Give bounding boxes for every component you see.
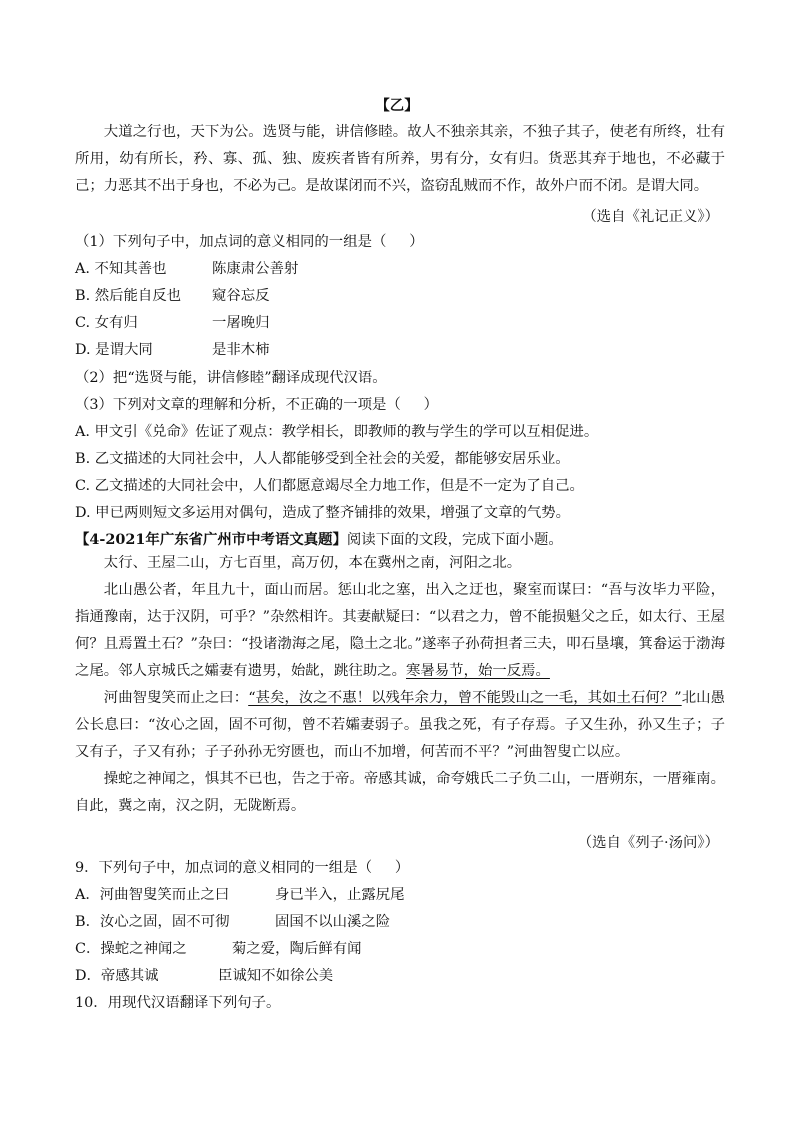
passage-p2-text: 北山愚公者，年且九十，面山而居。惩山北之塞，出入之迂也，聚室而谋曰：“吾与汝毕力平险，指通豫南，达于汉阴，可乎？”杂然相许。其妻献疑曰：“以君之力，曾不能损魁父之丘，如太行、王屋何？且焉置土石？”杂曰：“投诸渤海之尾，隐土之北。”遂率子孙荷担者三夫，叩石垦壤，箕畚运于渤海之尾。邻人京城氏之孀妻有遗男，始龀，跳往助之。	[75, 582, 725, 679]
option-pair: 陈康肃公善射	[212, 261, 299, 277]
option-label: B. 然后能自反也	[75, 288, 182, 304]
q1-option-d[interactable]	[75, 340, 270, 360]
option-label: C. 女有归	[75, 315, 138, 331]
q9-option-c[interactable]	[75, 939, 362, 959]
q9-option-d[interactable]	[75, 966, 333, 986]
q3-option-a[interactable]: A. 甲文引《兑命》佐证了观点：教学相长，即教师的教与学生的学可以互相促进。	[75, 424, 599, 440]
passage-p2	[75, 577, 725, 685]
passage-p3-underlined: “甚矣，汝之不惠！以残年余力，曾不能毁山之一毛，其如土石何？”	[248, 690, 682, 706]
option-pair: 一屠晚归	[212, 315, 270, 331]
passage-p3	[75, 685, 725, 766]
option-pair: 菊之爱，陶后鲜有闻	[232, 941, 362, 957]
question-10: 10．用现代汉语翻译下列句子。	[75, 995, 281, 1011]
question-9: 9．下列句子中，加点词的意义相同的一组是（ ）	[75, 860, 410, 876]
option-pair: 固国不以山溪之险	[275, 914, 391, 930]
option-label: B．汝心之固，固不可彻	[75, 914, 230, 930]
section-heading-yi: 【乙】	[375, 97, 419, 114]
q3-option-d[interactable]: D. 甲已两则短文多运用对偶句，造成了整齐铺排的效果，增强了文章的气势。	[75, 505, 571, 521]
yi-source: （选自《礼记正义》）	[582, 209, 719, 225]
section-4-source-tag: 【4-2021年广东省广州市中考语文真题】	[75, 531, 347, 548]
question-2: （2）把“选贤与能，讲信修睦”翻译成现代汉语。	[75, 370, 387, 386]
option-pair: 臣诚知不如徐公美	[218, 968, 334, 984]
section-4-source: （选自《列子·汤问》）	[577, 835, 719, 851]
option-pair: 是非木柿	[212, 342, 270, 358]
q9-option-a[interactable]	[75, 885, 405, 905]
section-4-instruction: 阅读下面的文段，完成下面小题。	[346, 532, 563, 548]
passage-p4: 操蛇之神闻之，惧其不已也，告之于帝。帝感其诚，命夸娥氏二子负二山，一厝朔东，一厝雍南。自此，冀之南，汉之阴，无陇断焉。	[75, 771, 725, 814]
option-label: C．操蛇之神闻之	[75, 941, 187, 957]
q3-option-b[interactable]: B. 乙文描述的大同社会中，人人都能够受到全社会的关爱，都能够安居乐业。	[75, 451, 570, 467]
section-4-title	[75, 530, 563, 550]
q1-option-b[interactable]	[75, 286, 270, 306]
option-pair: 身已半入，止露尻尾	[275, 887, 405, 903]
q1-option-a[interactable]	[75, 259, 298, 279]
passage-p2-underlined: 寒暑易节，始一反焉。	[406, 663, 550, 679]
passage-p3-text-a: 河曲智叟笑而止之曰：	[103, 690, 249, 706]
yi-passage: 大道之行也，天下为公。选贤与能，讲信修睦。故人不独亲其亲，不独子其子，使老有所终，壮有所用，幼有所长，矜、寡、孤、独、废疾者皆有所养，男有分，女有归。货恶其弃于地也，不必藏于己；力恶其不出于身也，不必为己。是故谋闭而不兴，盗窃乱贼而不作，故外户而不闭。是谓大同。	[75, 124, 725, 194]
question-1: （1）下列句子中，加点词的意义相同的一组是（ ）	[75, 234, 424, 250]
option-label: A．河曲智叟笑而止之曰	[75, 887, 230, 903]
passage-p3-text-b: 北山愚公长息曰：“汝心之固，固不可彻，曾不若孀妻弱子。虽我之死，有子存焉。子又生孙，孙又生子；子又有子，子又有孙；子子孙孙无穷匮也，而山不加增，何苦而不平？”河曲智叟亡以应。	[75, 690, 725, 760]
q1-option-c[interactable]	[75, 313, 270, 333]
q3-option-c[interactable]: C. 乙文描述的大同社会中，人们都愿意竭尽全力地工作，但是不一定为了自己。	[75, 478, 584, 494]
option-label: D．帝感其诚	[75, 968, 159, 984]
option-label: D. 是谓大同	[75, 342, 153, 358]
passage-p1: 太行、王屋二山，方七百里，高万仞，本在冀州之南，河阳之北。	[103, 555, 522, 571]
question-3: （3）下列对文章的理解和分析，不正确的一项是（ ）	[75, 397, 439, 413]
option-label: A. 不知其善也	[75, 261, 167, 277]
option-pair: 窥谷忘反	[212, 288, 270, 304]
q9-option-b[interactable]	[75, 912, 390, 932]
